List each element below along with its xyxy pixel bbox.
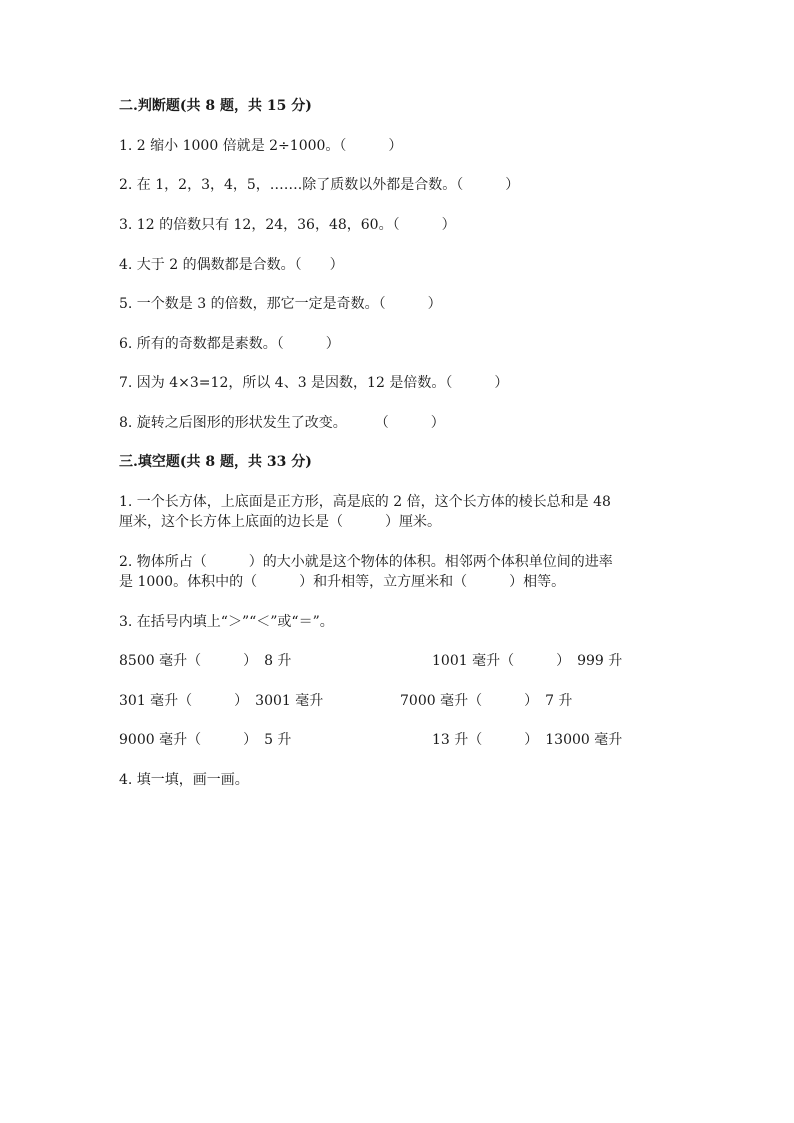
- judgment-item-1: 1. 2 缩小 1000 倍就是 2÷1000。（ ）: [119, 138, 403, 154]
- fill-q1-line1: 1. 一个长方体，上底面是正方形，高是底的 2 倍，这个长方体的棱长总和是 48: [119, 494, 611, 510]
- compare-row1-right: 1001 毫升（ ） 999 升: [432, 653, 623, 669]
- section-title-fill-blank: 三.填空题(共 8 题，共 33 分): [119, 454, 312, 470]
- judgment-item-7: 7. 因为 4×3=12，所以 4、3 是因数，12 是倍数。（ ）: [119, 375, 509, 391]
- section-title-judgment: 二.判断题(共 8 题，共 15 分): [119, 98, 312, 114]
- fill-q3-prompt: 3. 在括号内填上“＞”“＜”或“＝”。: [119, 614, 334, 630]
- compare-row3-left: 9000 毫升（ ） 5 升: [119, 732, 292, 748]
- judgment-item-3: 3. 12 的倍数只有 12，24，36，48，60。（ ）: [119, 217, 456, 233]
- judgment-item-4: 4. 大于 2 的偶数都是合数。（ ）: [119, 257, 344, 273]
- fill-q1-line2: 厘米，这个长方体上底面的边长是（ ）厘米。: [119, 514, 441, 530]
- compare-row3-right: 13 升（ ） 13000 毫升: [432, 732, 623, 748]
- fill-q2-line2: 是 1000。体积中的（ ）和升相等，立方厘米和（ ）相等。: [119, 574, 566, 590]
- compare-row1-left: 8500 毫升（ ） 8 升: [119, 653, 292, 669]
- compare-row2-left: 301 毫升（ ） 3001 毫升: [119, 693, 324, 709]
- compare-row2-right: 7000 毫升（ ） 7 升: [400, 693, 573, 709]
- judgment-item-2: 2. 在 1，2，3，4，5，…….除了质数以外都是合数。（ ）: [119, 177, 520, 193]
- judgment-item-8: 8. 旋转之后图形的形状发生了改变。 （ ）: [119, 415, 445, 431]
- judgment-item-5: 5. 一个数是 3 的倍数，那它一定是奇数。（ ）: [119, 296, 442, 312]
- fill-q2-line1: 2. 物体所占（ ）的大小就是这个物体的体积。相邻两个体积单位间的进率: [119, 554, 613, 570]
- judgment-item-6: 6. 所有的奇数都是素数。（ ）: [119, 336, 340, 352]
- fill-q4-prompt: 4. 填一填，画一画。: [119, 772, 249, 788]
